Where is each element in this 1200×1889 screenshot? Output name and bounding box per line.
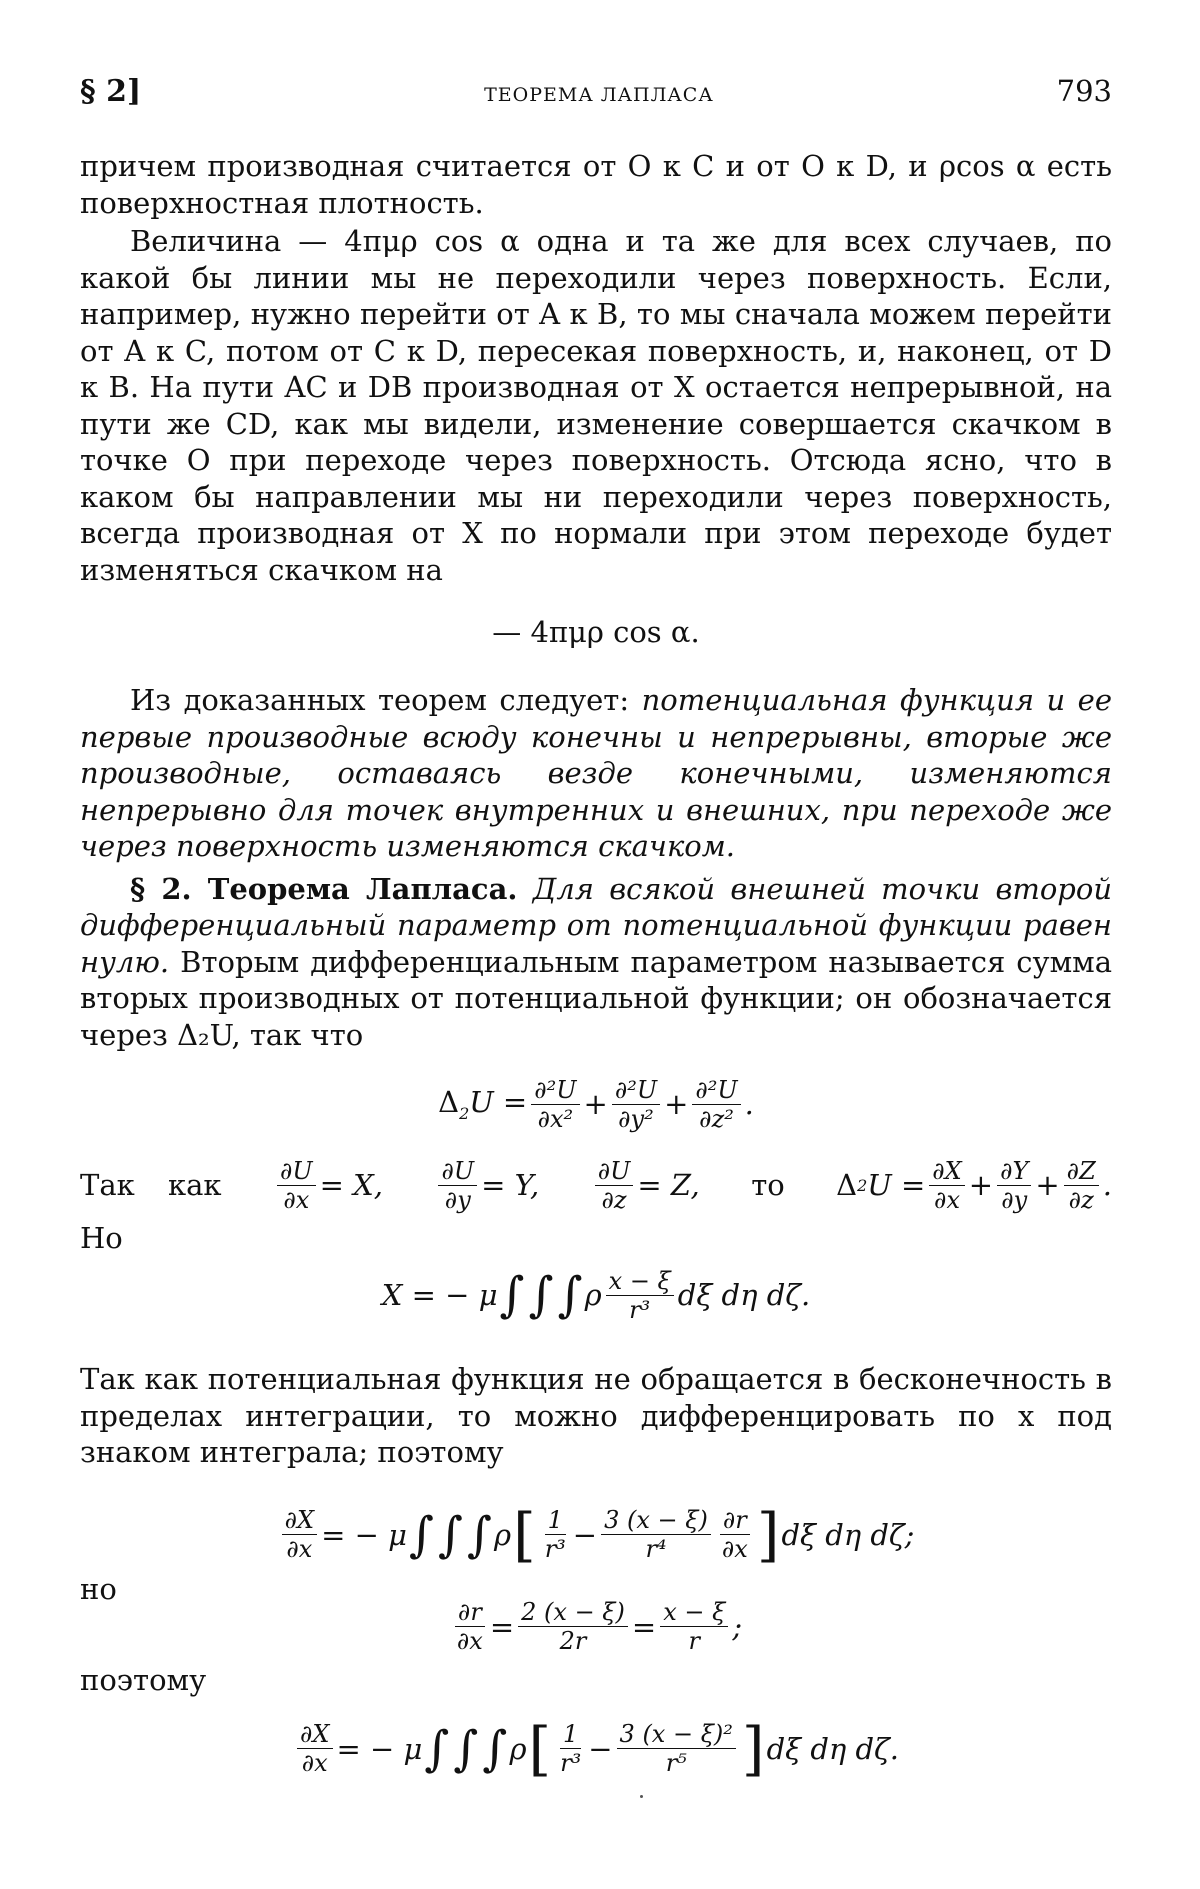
section-heading: § 2. Теорема Лапласа. bbox=[130, 871, 518, 906]
laplace-statement: Для всякой внешней точки второй дифференциальный параметр от потенциальной функции равен нулю. bbox=[80, 871, 1112, 979]
header-section: § 2] bbox=[80, 74, 142, 109]
no-cap-label: Но bbox=[80, 1221, 123, 1255]
running-header bbox=[80, 74, 1112, 109]
formula-dX-dx-2: $\frac{\partial X}{\partial x}$ = − μ ∫ ∫ ∫ ρ [ $\frac{1}{\text{r³}}$ − $\frac{\text{3 (x − ξ)²}}{\text{r⁵}}$ ] dξ dη dζ. bbox=[80, 1701, 1112, 1797]
paragraph-2: Величина — 4πμρ cos α одна и та же для всех случаев, по какой бы линии мы не переходили через поверхность. Если, например, нужно перейти от A к B, то мы сначала можем перейти от A к C, потом от C к D, пересекая поверхность, и, наконец, от D к B. На пути AC и DB производная от X остается непрерывной, на пути же CD, как мы видели, изменение совершается скачком в точке O при переходе через поверхность. Отсюда ясно, что в каком бы направлении мы ни переходили через поверхность, всегда производная от X по нормали при этом переходе будет изменяться скачком на bbox=[80, 224, 1112, 587]
header-title: ТЕОРЕМА ЛАПЛАСА bbox=[484, 84, 714, 106]
poetomu-label: поэтому bbox=[80, 1662, 207, 1697]
paragraph-5: Так как потенциальная функция не обращается в бесконечность в пределах интеграции, то можно дифференцировать по x под знаком интеграла; поэтому bbox=[80, 1362, 1112, 1469]
formula-laplacian: $\Delta_2U$ = $\frac{\text{∂²U}}{\text{∂x²}}$ + $\frac{\text{∂²U}}{\text{∂y²}}$ + $\frac{\text{∂²U}}{\text{∂z²}}$ . bbox=[438, 1075, 754, 1133]
formula-dX-dx-1: $\frac{\partial X}{\partial x}$ = − μ ∫ ∫ ∫ ρ [ $\frac{1}{\text{r³}}$ − $\frac{3 (x - \xi)}{\text{r⁴}}$ $\frac{\partial r}{\partial x}$ ] dξ dη dζ; bbox=[80, 1483, 1112, 1587]
page-body bbox=[80, 148, 1112, 1797]
paragraph-4-rest: Вторым дифференциальным параметром называется сумма вторых производных от потенциальной функции; он обозначается через Δ₂U, так что bbox=[80, 944, 1112, 1052]
paragraph-3 bbox=[80, 682, 1112, 865]
paragraph-3-lead: Из доказанных теорем следует: bbox=[130, 683, 642, 717]
formula-partials-row: Так как $\frac{\partial U}{\partial x}$ = X, $\frac{\partial U}{\partial y}$ = Y, $\frac{\partial U}{\partial z}$ = Z, то Δ 2 U = $\frac{\partial X}{\partial x}$ + $\frac{\partial Y}{\partial y}$ + $\frac{\partial Z}{\partial z}$ . bbox=[80, 1156, 1112, 1214]
no-label: но bbox=[80, 1571, 117, 1606]
page-number: 793 bbox=[1056, 74, 1112, 108]
print-speck bbox=[640, 1795, 643, 1798]
paragraph-3-theorem: потенциальная функция и ее первые производные всюду конечны и непрерывны, вторые же производные, оставаясь везде конечными, изменяются непрерывно для точек внутренних и внешних, при переходе же через поверхность изменяются скачком. bbox=[80, 683, 1112, 863]
paragraph-4 bbox=[80, 871, 1112, 1054]
tak-kak-label: Так как bbox=[80, 1168, 222, 1202]
formula-dr-dx: $\frac{\partial r}{\partial x}$ = $\frac{2 (x - \xi)}{2r}$ = $\frac{x - \xi}{r}$ ; bbox=[456, 1598, 743, 1655]
formula-jump-text: — 4πμρ cos α. bbox=[492, 615, 700, 649]
poetomu-row bbox=[80, 1663, 1112, 1697]
formula-X: X = − μ ∫ ∫ ∫ ρ $\frac{x - \xi}{\text{r³}}$ dξ dη dζ. bbox=[381, 1266, 811, 1324]
to-label: то bbox=[751, 1168, 785, 1202]
formula-jump bbox=[80, 588, 1112, 676]
no-row bbox=[80, 1221, 1112, 1255]
paragraph-1: причем производная считается от O к C и от O к D, и ρcos α есть поверхностная плотность. bbox=[80, 149, 1112, 220]
